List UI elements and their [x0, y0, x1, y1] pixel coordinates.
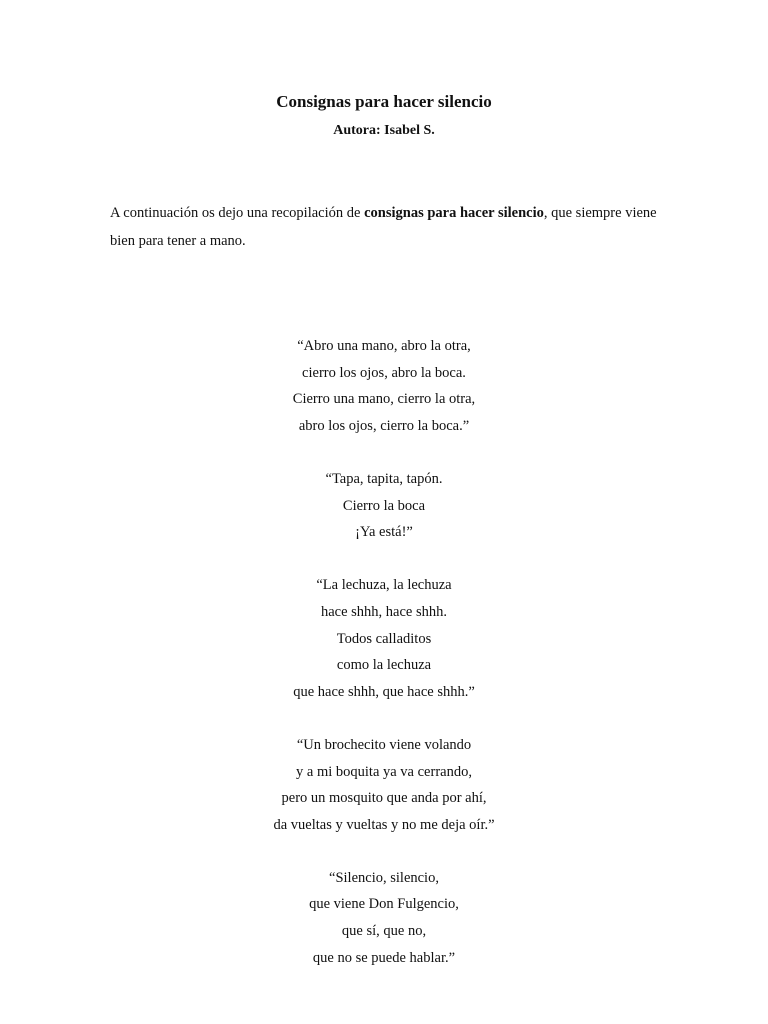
poem-stanza: [0, 572, 768, 705]
intro-text-end: , que siempre viene bien para tener a mano.: [110, 205, 657, 249]
poem-line: que no se puede hablar.”: [312, 949, 456, 966]
intro-text-start: A continuación os dejo una recopilación de: [110, 205, 365, 221]
poem-line: da vueltas y vueltas y no me deja oír.”: [273, 816, 495, 833]
poem-line: “Tapa, tapita, tapón.: [325, 470, 443, 487]
poem-line: que hace shhh, que hace shhh.”: [293, 683, 475, 700]
poem-line: abro los ojos, cierro la boca.”: [298, 417, 470, 434]
poem-line: Cierro una mano, cierro la otra,: [292, 391, 476, 408]
poem-line: cierro los ojos, abro la boca.: [302, 364, 466, 381]
poem-line: y a mi boquita ya va cerrando,: [296, 763, 472, 780]
intro-bold-phrase: consignas para hacer silencio: [364, 205, 544, 221]
poem-stanza: [0, 865, 768, 971]
poem-line: “Silencio, silencio,: [329, 869, 439, 886]
poem-line: hace shhh, hace shhh.: [320, 603, 448, 620]
poem-line: “La lechuza, la lechuza: [316, 577, 452, 594]
poem-line: como la lechuza: [336, 657, 432, 674]
poems-section: [0, 333, 768, 998]
poem-line: “Un brochecito viene volando: [296, 736, 472, 753]
poem-line: Cierro la boca: [342, 497, 426, 514]
poem-line: ¡Ya está!”: [355, 524, 413, 541]
poem-stanza: [0, 732, 768, 838]
document-title: Consignas para hacer silencio: [276, 92, 492, 111]
poem-line: “Abro una mano, abro la otra,: [297, 338, 471, 354]
poem-stanza: [0, 333, 768, 439]
poem-line: que viene Don Fulgencio,: [309, 896, 459, 913]
poem-line: que sí, que no,: [341, 923, 427, 940]
poem-line: pero un mosquito que anda por ahí,: [281, 790, 487, 807]
poem-stanza: [0, 466, 768, 546]
document-author: Autora: Isabel S.: [333, 123, 435, 138]
intro-paragraph: [110, 199, 670, 255]
poem-line: Todos calladitos: [336, 630, 432, 647]
